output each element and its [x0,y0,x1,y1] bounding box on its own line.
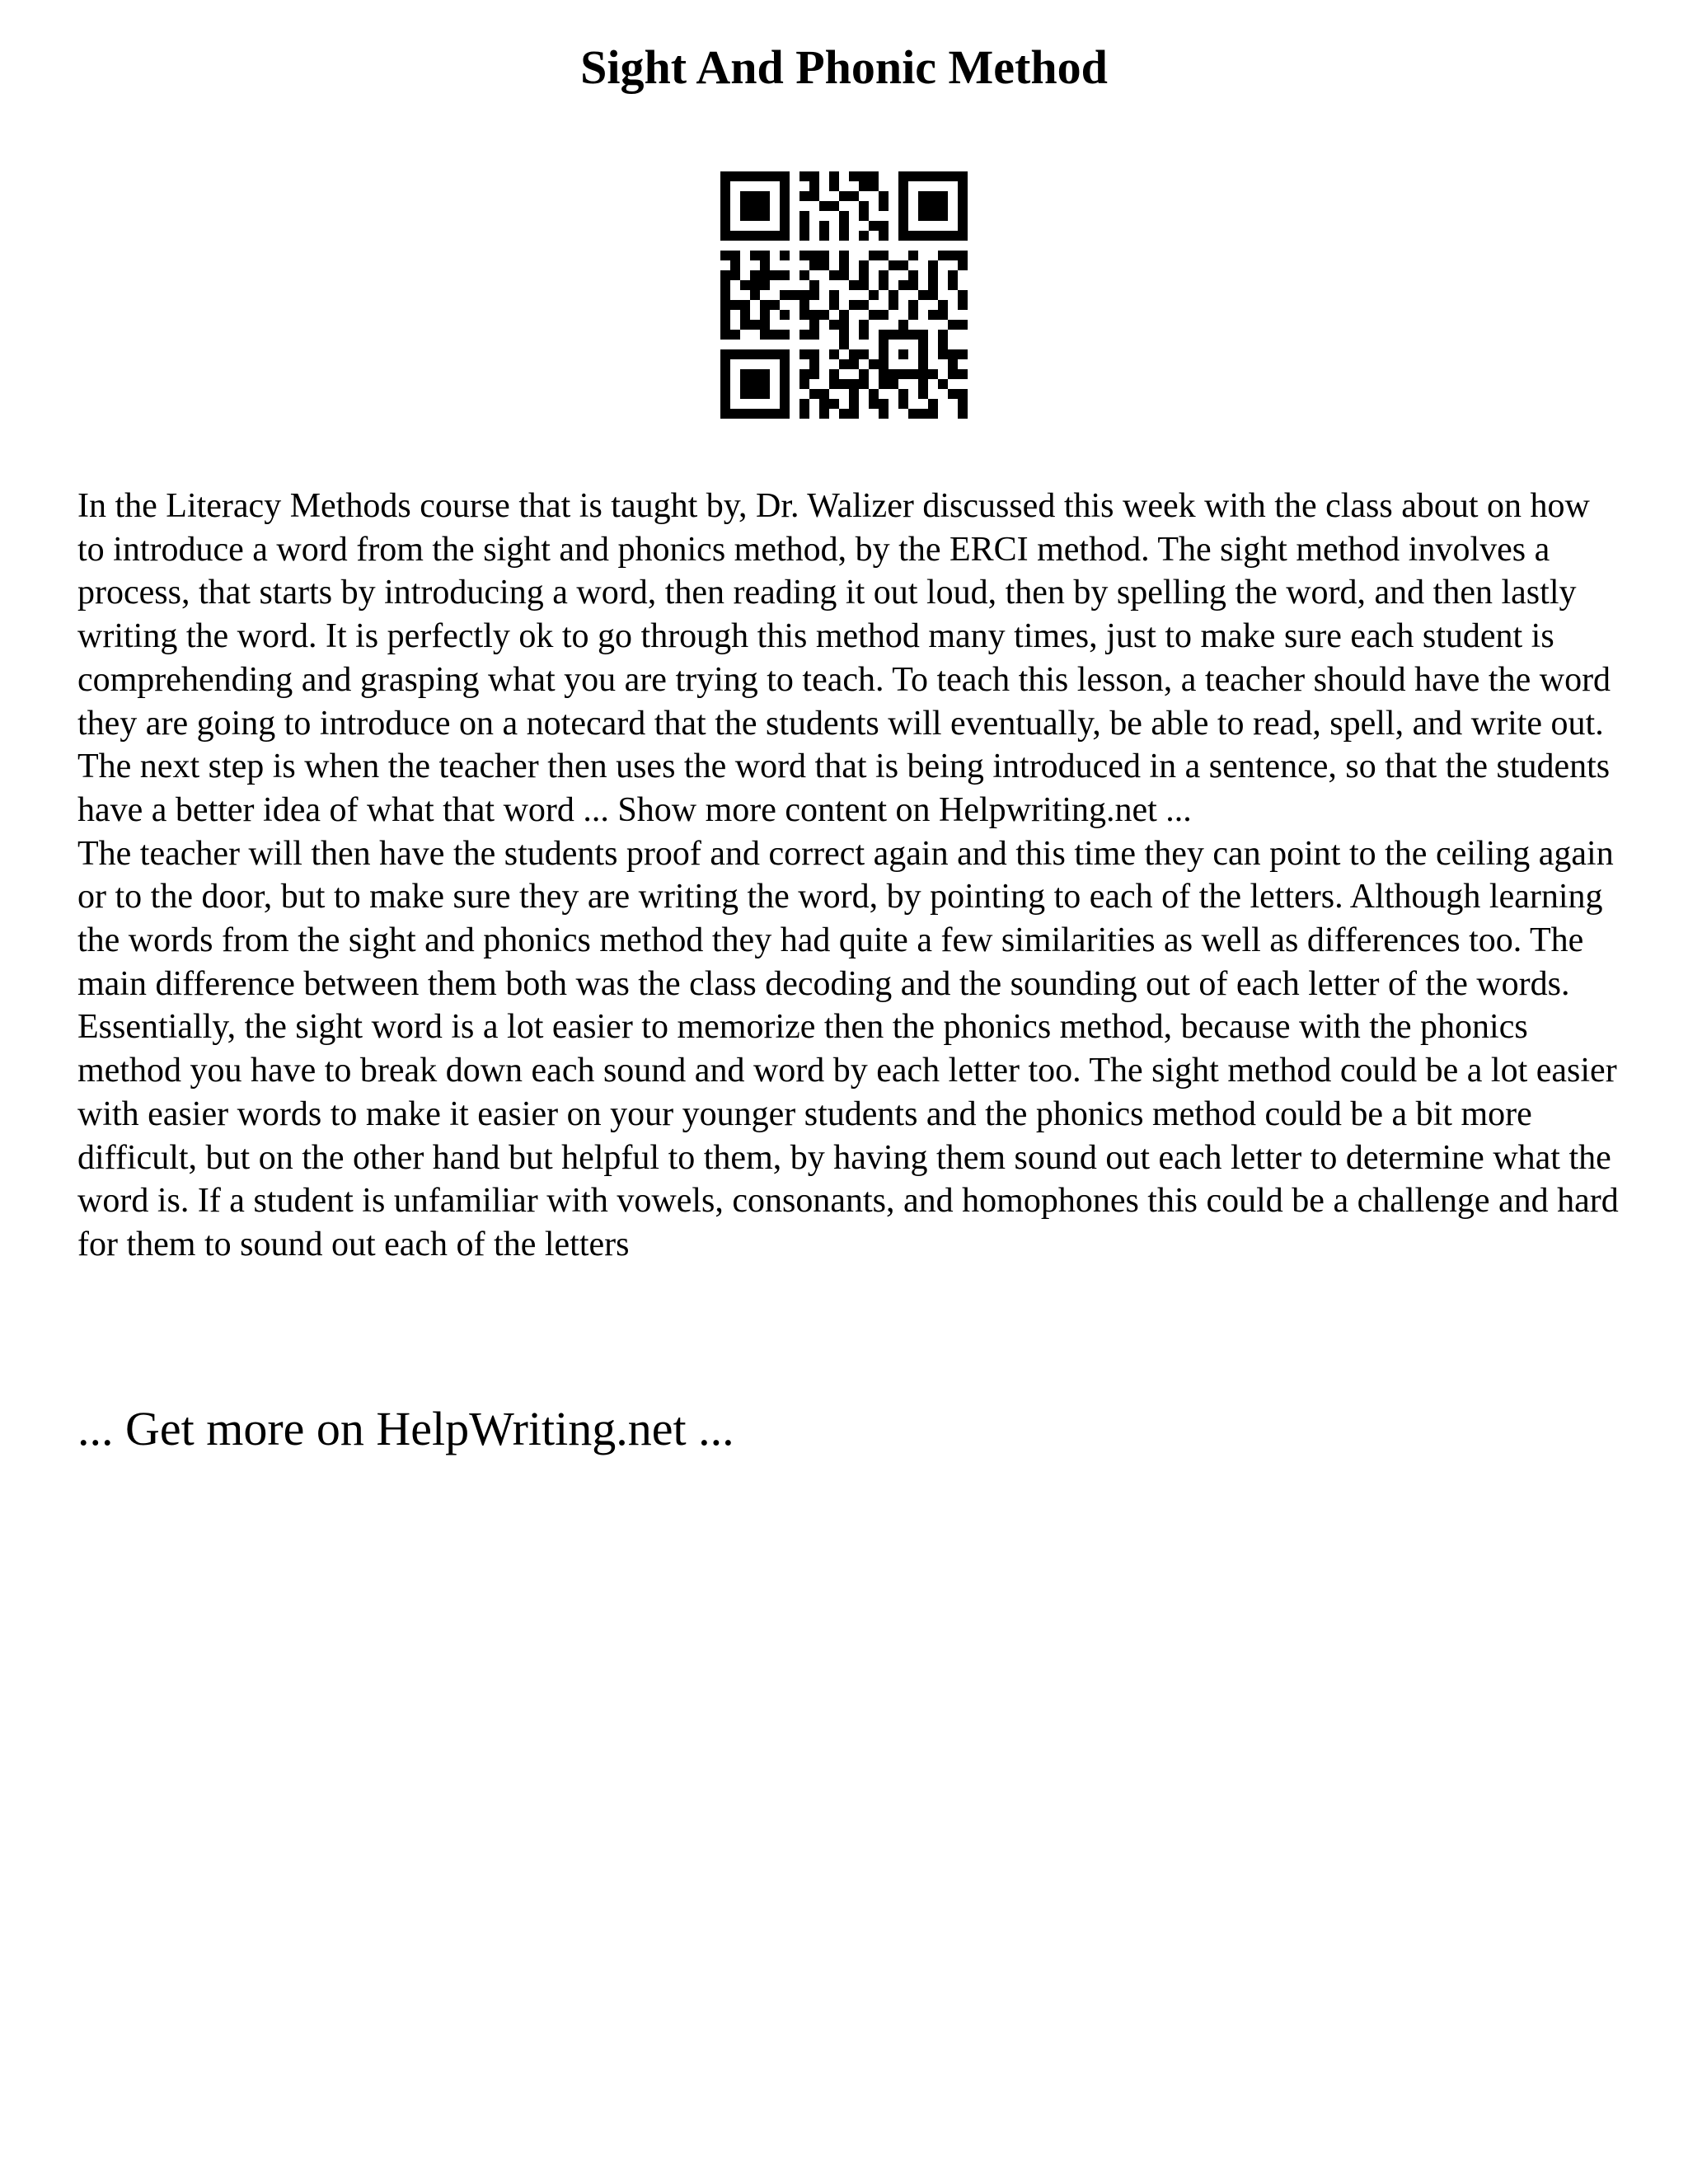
qr-code-icon [720,171,968,419]
qr-code[interactable] [720,171,968,419]
document-title: Sight And Phonic Method [580,40,1108,94]
document-body [77,485,1619,1267]
body-paragraph: The teacher will then have the students proof and correct again and this time they can point to the ceiling again or to the door, but to make sure they are writing the word, by pointing to each of the letters. Although learning the words from the sight and phonics method they had quite a few similarities as well as differences too. The main difference between them both was the class decoding and the sounding out of each letter of the words. Essentially, the sight word is a lot easier to memorize then the phonics method, because with the phonics method you have to break down each sound and word by each letter too. The sight method could be a lot easier with easier words to make it easier on your younger students and the phonics method could be a bit more difficult, but on the other hand but helpful to them, by having them sound out each letter to determine what the word is. If a student is unfamiliar with vowels, consonants, and homophones this could be a challenge and hard for them to sound out each of the letters [77,834,1619,1263]
get-more-link[interactable]: ... Get more on HelpWriting.net ... [77,1402,734,1455]
body-paragraph: In the Literacy Methods course that is taught by, Dr. Walizer discussed this week with the class about on how to introduce a word from the sight and phonics method, by the ERCI method. The sight method involves a process, that starts by introducing a word, then reading it out loud, then by spelling the word, and then lastly writing the word. It is perfectly ok to go through this method many times, just to make sure each student is comprehending and grasping what you are trying to teach. To teach this lesson, a teacher should have the word they are going to introduce on a notecard that the students will eventually, be able to read, spell, and write out. The next step is when the teacher then uses the word that is being introduced in a sentence, so that the students have a better idea of what that word ... Show more content on Helpwriting.net ... [77,487,1611,829]
